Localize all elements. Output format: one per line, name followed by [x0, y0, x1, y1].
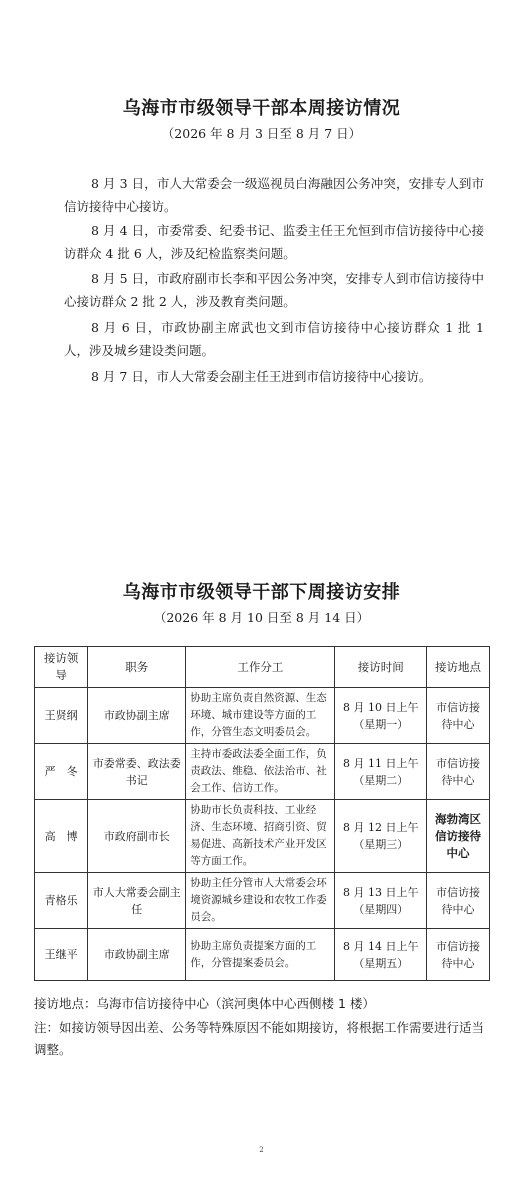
header-duty: 工作分工: [186, 647, 335, 688]
leader-name: 青格乐: [35, 873, 88, 929]
report-paragraph: 8 月 5 日，市政府副市长李和平因公务冲突，安排专人到市信访接待中心接访群众 2 批 2 人，涉及教育类问题。: [64, 271, 484, 309]
leader-duty: 协助主席负责自然资源、生态环境、城市建设等方面的工作，分管生态文明委员会。: [186, 688, 335, 744]
this-week-date-range: （2026 年 8 月 3 日至 8 月 7 日）: [161, 126, 362, 141]
report-paragraph: 8 月 4 日，市委常委、纪委书记、监委主任王允恒到市信访接待中心接访群众 4 批 6 人，涉及纪检监察类问题。: [64, 223, 484, 261]
visit-place: 市信访接待中心: [427, 744, 490, 800]
visit-time: 8 月 14 日上午（星期五）: [335, 929, 427, 981]
visit-place: 市信访接待中心: [427, 873, 490, 929]
header-leader: 接访领导: [35, 647, 88, 688]
report-paragraph: 8 月 6 日，市政协副主席武也文到市信访接待中心接访群众 1 批 1 人，涉及城乡建设类问题。: [64, 320, 484, 358]
leader-position: 市人大常委会副主任: [88, 873, 186, 929]
next-week-title: 乌海市市级领导干部下周接访安排: [122, 582, 401, 603]
header-time: 接访时间: [335, 647, 427, 688]
reception-location: 接访地点：乌海市信访接待中心（滨河奥体中心西侧楼 1 楼）: [34, 996, 375, 1011]
schedule-table: [34, 646, 490, 981]
adjustment-note: 注：如接访领导因出差、公务等特殊原因不能如期接访，将根据工作需要进行适当调整。: [34, 1020, 485, 1057]
visit-place: 市信访接待中心: [427, 929, 490, 981]
table-row: [35, 873, 490, 929]
next-week-date-range: （2026 年 8 月 10 日至 8 月 14 日）: [153, 610, 370, 625]
table-row: [35, 800, 490, 873]
header-place: 接访地点: [427, 647, 490, 688]
leader-duty: 协助主任分管市人大常委会环境资源城乡建设和农牧工作委员会。: [186, 873, 335, 929]
leader-position: 市委常委、政法委书记: [88, 744, 186, 800]
this-week-title: 乌海市市级领导干部本周接访情况: [122, 98, 401, 119]
table-row: [35, 744, 490, 800]
leader-position: 市政府副市长: [88, 800, 186, 873]
visit-place: 海勃湾区信访接待中心: [427, 800, 490, 873]
leader-name: 高 博: [35, 800, 88, 873]
leader-duty: 协助主席负责提案方面的工作，分管提案委员会。: [186, 929, 335, 981]
table-row: [35, 929, 490, 981]
leader-name: 王继平: [35, 929, 88, 981]
visit-time: 8 月 10 日上午（星期一）: [335, 688, 427, 744]
page-number: 2: [259, 1146, 264, 1154]
visit-time: 8 月 11 日上午（星期二）: [335, 744, 427, 800]
leader-position: 市政协副主席: [88, 688, 186, 744]
leader-duty: 主持市委政法委全面工作，负责政法、维稳、依法治市、社会工作、信访工作。: [186, 744, 335, 800]
leader-name: 王贤纲: [35, 688, 88, 744]
report-paragraph: 8 月 3 日，市人大常委会一级巡视员白海融因公务冲突，安排专人到市信访接待中心接访。: [64, 176, 484, 214]
report-paragraph: 8 月 7 日，市人大常委会副主任王进到市信访接待中心接访。: [91, 369, 432, 384]
visit-time: 8 月 12 日上午（星期三）: [335, 800, 427, 873]
leader-duty: 协助市长负责科技、工业经济、生态环境、招商引资、贸易促进、高新技术产业开发区等方面工作。: [186, 800, 335, 873]
table-row: [35, 688, 490, 744]
leader-name: 严 冬: [35, 744, 88, 800]
visit-time: 8 月 13 日上午（星期四）: [335, 873, 427, 929]
table-header-row: [35, 647, 490, 688]
header-position: 职务: [88, 647, 186, 688]
visit-place: 市信访接待中心: [427, 688, 490, 744]
leader-position: 市政协副主席: [88, 929, 186, 981]
